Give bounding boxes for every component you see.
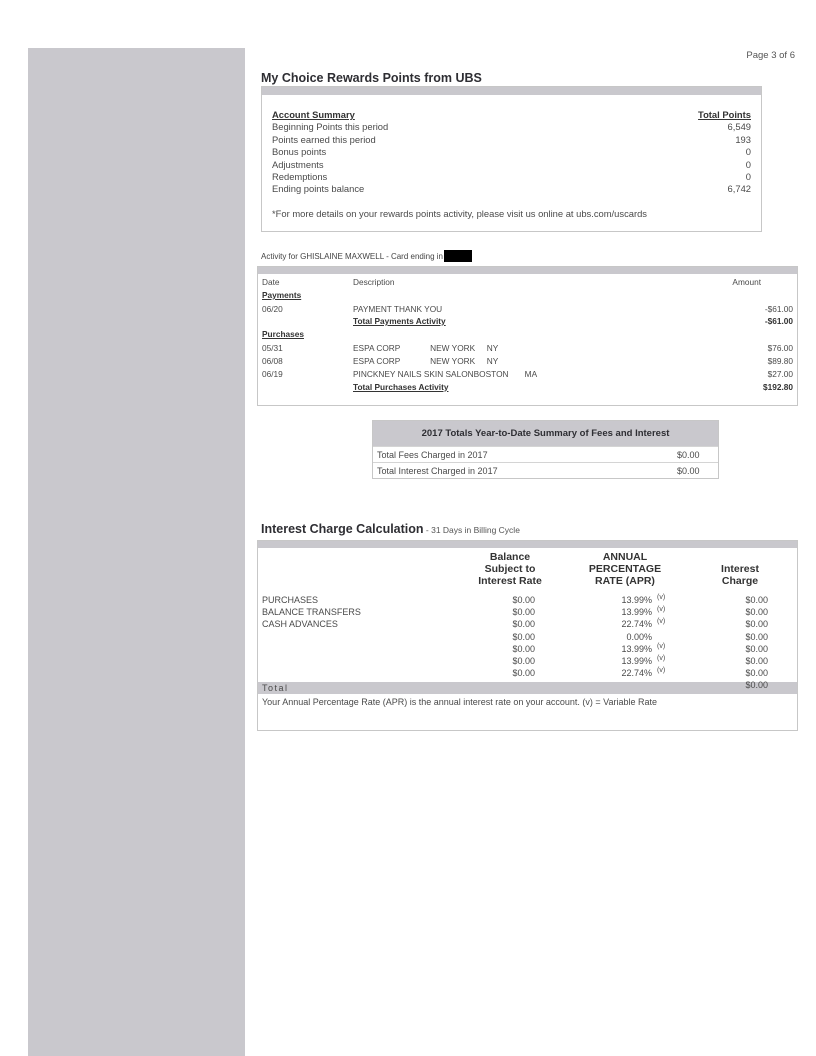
- interest-total-row: [258, 682, 797, 694]
- header-line: Balance: [489, 551, 531, 563]
- row-apr: 22.74%: [621, 619, 652, 629]
- row-date: 06/19: [262, 369, 283, 379]
- apr-column-header: [576, 551, 674, 587]
- rewards-row: [272, 183, 751, 195]
- rewards-row-value: 0: [745, 170, 751, 182]
- header-line: ANNUAL: [602, 551, 648, 563]
- payments-section-label: [258, 289, 797, 301]
- row-balance: $0.00: [512, 656, 535, 666]
- row-date: 06/08: [262, 356, 283, 366]
- left-margin-band: [28, 48, 245, 1056]
- payments-total-row: [258, 315, 797, 327]
- transactions-table: [257, 266, 798, 406]
- variable-rate-marker: (v): [657, 655, 666, 662]
- total-amount: -$61.00: [764, 316, 793, 326]
- rewards-row-value: 0: [745, 146, 751, 158]
- ytd-row-value: $0.00: [677, 466, 700, 476]
- ytd-summary-table: [372, 420, 719, 479]
- header-line: Subject to: [484, 563, 536, 575]
- section-label: Payments: [262, 290, 302, 300]
- interest-table: [257, 540, 798, 731]
- total-points-label: Total Points: [698, 109, 751, 120]
- section-label: Purchases: [262, 329, 304, 339]
- rewards-header-bar: [262, 87, 761, 95]
- table-row: [258, 618, 797, 630]
- account-summary-label: Account Summary: [272, 109, 355, 120]
- rewards-summary-box: [261, 86, 762, 232]
- table-row: [258, 368, 797, 380]
- total-label: Total Purchases Activity: [353, 382, 449, 392]
- header-line: Interest Rate: [478, 575, 542, 587]
- total-amount: $192.80: [763, 382, 793, 392]
- charge-column-header: [708, 563, 772, 587]
- row-date: 06/20: [262, 304, 283, 314]
- ytd-row-value: $0.00: [677, 450, 700, 460]
- row-date: 05/31: [262, 343, 283, 353]
- table-row: [258, 594, 797, 606]
- rewards-header-row: [272, 109, 751, 121]
- total-label: Total: [262, 683, 289, 693]
- row-label: BALANCE TRANSFERS: [262, 607, 361, 617]
- row-charge: $0.00: [745, 632, 768, 642]
- interest-subtitle: - 31 Days in Billing Cycle: [423, 525, 520, 535]
- variable-rate-marker: (v): [657, 618, 666, 625]
- rewards-row-label: Points earned this period: [272, 133, 376, 145]
- balance-column-header: [468, 551, 552, 587]
- rewards-row-label: Beginning Points this period: [272, 121, 389, 133]
- row-balance: $0.00: [512, 619, 535, 629]
- activity-heading: [261, 250, 472, 262]
- rewards-row: [272, 134, 751, 146]
- ytd-row-label: Total Fees Charged in 2017: [377, 450, 488, 460]
- ytd-row: [373, 446, 718, 462]
- transactions-header-row: [258, 276, 797, 288]
- rewards-row: [272, 171, 751, 183]
- table-row: [258, 667, 797, 679]
- page-number: Page 3 of 6: [746, 50, 795, 61]
- row-balance: $0.00: [512, 644, 535, 654]
- rewards-row-value: 0: [745, 158, 751, 170]
- rewards-row: [272, 146, 751, 158]
- table-row: [258, 342, 797, 354]
- redaction-block: [444, 250, 472, 262]
- table-row: [258, 631, 797, 643]
- row-description: PAYMENT THANK YOU: [353, 304, 443, 314]
- table-row: [258, 606, 797, 618]
- variable-rate-marker: (v): [657, 594, 666, 601]
- rewards-row-label: Ending points balance: [272, 183, 365, 195]
- row-balance: $0.00: [512, 595, 535, 605]
- interest-title-text: Interest Charge Calculation: [261, 522, 424, 536]
- row-apr: 22.74%: [621, 668, 652, 678]
- rewards-row-value: 6,549: [727, 121, 751, 133]
- row-amount: $76.00: [767, 343, 793, 353]
- variable-rate-marker: (v): [657, 606, 666, 613]
- variable-rate-marker: (v): [657, 643, 666, 650]
- row-description: ESPA CORP NEW YORK NY: [353, 343, 499, 353]
- header-line: RATE (APR): [595, 575, 655, 587]
- row-balance: $0.00: [512, 632, 535, 642]
- row-label: PURCHASES: [262, 595, 319, 605]
- row-charge: $0.00: [745, 607, 768, 617]
- row-balance: $0.00: [512, 607, 535, 617]
- row-apr: 13.99%: [621, 607, 652, 617]
- rewards-row-label: Adjustments: [272, 158, 324, 170]
- variable-rate-marker: (v): [657, 667, 666, 674]
- table-row: [258, 303, 797, 315]
- row-charge: $0.00: [745, 619, 768, 629]
- table-row: [258, 643, 797, 655]
- rewards-row-label: Redemptions: [272, 170, 328, 182]
- amount-column-header: Amount: [732, 277, 761, 287]
- purchases-section-label: [258, 328, 797, 340]
- header-line: Charge: [721, 575, 759, 587]
- ytd-row: [373, 462, 718, 478]
- row-apr: 13.99%: [621, 644, 652, 654]
- header-line: PERCENTAGE: [588, 563, 662, 575]
- rewards-row-label: Bonus points: [272, 146, 327, 158]
- row-apr: 13.99%: [621, 595, 652, 605]
- rewards-row-value: 193: [735, 133, 751, 145]
- interest-title: [261, 522, 520, 536]
- row-apr: 13.99%: [621, 656, 652, 666]
- row-charge: $0.00: [745, 656, 768, 666]
- table-row: [258, 355, 797, 367]
- description-column-header: Description: [353, 277, 395, 287]
- row-amount: -$61.00: [764, 304, 793, 314]
- row-description: ESPA CORP NEW YORK NY: [353, 356, 499, 366]
- ytd-title: 2017 Totals Year-to-Date Summary of Fees and Interest: [373, 421, 718, 446]
- total-label: Total Payments Activity: [353, 316, 446, 326]
- table-row: [258, 655, 797, 667]
- rewards-row: [272, 121, 751, 133]
- rewards-title: My Choice Rewards Points from UBS: [261, 71, 482, 85]
- row-charge: $0.00: [745, 668, 768, 678]
- row-charge: $0.00: [745, 644, 768, 654]
- interest-header-bar: [258, 541, 797, 548]
- ytd-row-label: Total Interest Charged in 2017: [377, 466, 498, 476]
- rewards-row-value: 6,742: [727, 183, 751, 195]
- apr-note: Your Annual Percentage Rate (APR) is the annual interest rate on your account. (v) = Variable Rate: [262, 697, 657, 707]
- row-amount: $89.80: [767, 356, 793, 366]
- activity-heading-text: Activity for GHISLAINE MAXWELL - Card ending in: [261, 251, 443, 261]
- row-amount: $27.00: [767, 369, 793, 379]
- total-charge: $0.00: [745, 680, 768, 690]
- row-apr: 0.00%: [626, 632, 652, 642]
- date-column-header: Date: [262, 277, 280, 287]
- row-description: PINCKNEY NAILS SKIN SALONBOSTON MA: [353, 369, 538, 379]
- rewards-row: [272, 159, 751, 171]
- header-line: Interest: [721, 563, 759, 575]
- rewards-note: *For more details on your rewards points activity, please visit us online at ubs.com/uscards: [272, 208, 647, 219]
- purchases-total-row: [258, 381, 797, 393]
- row-balance: $0.00: [512, 668, 535, 678]
- row-charge: $0.00: [745, 595, 768, 605]
- row-label: CASH ADVANCES: [262, 619, 338, 629]
- transactions-header-bar: [258, 267, 797, 274]
